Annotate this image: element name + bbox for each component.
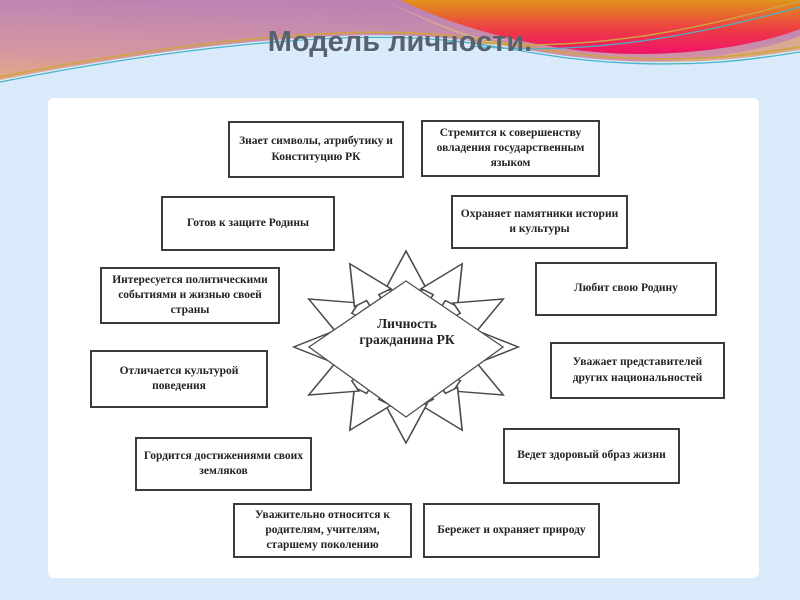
diagram-box-loves-motherland: Любит свою Родину — [535, 262, 717, 316]
diagram-box-protects-monuments: Охраняет памятники истории и культуры — [451, 195, 628, 249]
center-diamond-label: Личность гражданина РК — [359, 316, 455, 348]
diagram-box-ready-to-defend: Готов к защите Родины — [161, 196, 335, 251]
diagram-box-knows-symbols: Знает символы, атрибутику и Конституцию РК — [228, 121, 404, 178]
diagram-box-respects-nationalities: Уважает представителей других национальностей — [550, 342, 725, 399]
diagram-box-protects-nature: Бережет и охраняет природу — [423, 503, 600, 558]
diagram-box-interested-in-politics: Интересуется политическими событиями и жизнью своей страны — [100, 267, 280, 324]
slide-title: Модель личности. — [267, 26, 533, 58]
diagram-box-healthy-lifestyle: Ведет здоровый образ жизни — [503, 428, 680, 484]
diagram-box-strives-language: Стремится к совершенству овладения государственным языком — [421, 120, 600, 177]
diagram-box-proud-of-countrymen: Гордится достижениями своих земляков — [135, 437, 312, 491]
diagram-box-respects-elders: Уважительно относится к родителям, учителям, старшему поколению — [233, 503, 412, 558]
diagram-box-culture-of-behavior: Отличается культурой поведения — [90, 350, 268, 408]
